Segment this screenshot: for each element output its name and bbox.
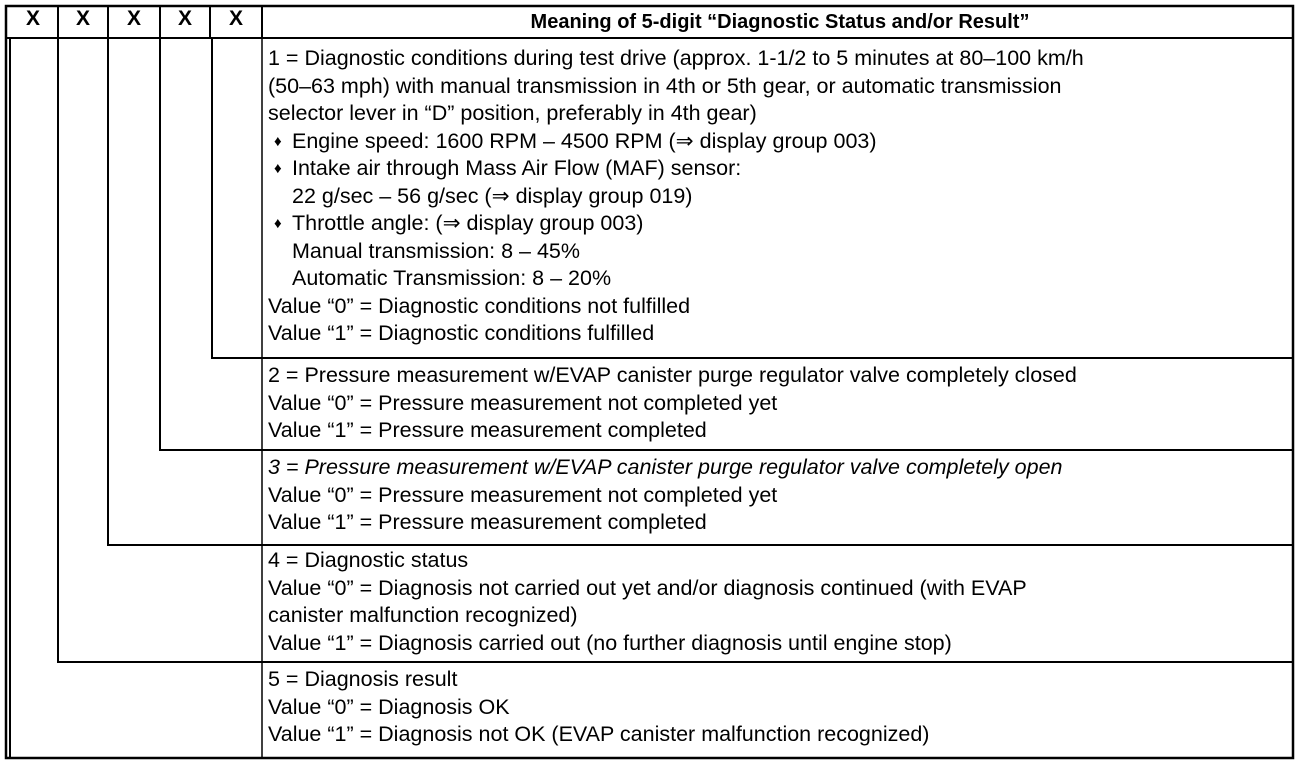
section-4-line: 4 = Diagnostic status [268, 548, 469, 572]
section-1-line: Manual transmission: 8 – 45% [292, 238, 581, 263]
section-digit-3 [268, 454, 1298, 537]
digit-header-2: X [75, 7, 90, 30]
section-3-line: Value “1” = Pressure measurement completed [268, 510, 707, 534]
digit-header-3: X [126, 7, 141, 30]
section-2-line: Value “0” = Pressure measurement not completed yet [268, 390, 778, 415]
section-1-line: selector lever in “D” position, preferably in 4th gear) [268, 101, 757, 125]
table-title: Meaning of 5-digit “Diagnostic Status and/or Result” [530, 11, 1030, 33]
digit-header-5: X [228, 7, 243, 30]
section-digit-1 [268, 45, 1298, 348]
section-1-bullet: ♦ Engine speed: 1600 RPM – 4500 RPM (⇒ display group 003) [268, 128, 1298, 156]
section-1-line: Value “1” = Diagnostic conditions fulfilled [268, 321, 655, 345]
section-1-bullet: ♦ Intake air through Mass Air Flow (MAF) sensor: [268, 155, 1298, 183]
section-5-line: 5 = Diagnosis result [268, 667, 458, 691]
digit-header-4: X [177, 7, 192, 30]
section-1-line: 22 g/sec – 56 g/sec (⇒ display group 019) [292, 183, 693, 208]
section-4-line: Value “1” = Diagnosis carried out (no further diagnosis until engine stop) [268, 630, 952, 655]
section-1-line: 1 = Diagnostic conditions during test drive (approx. 1-1/2 to 5 minutes at 80–100 km/h [268, 46, 1084, 70]
section-1-line: (50–63 mph) with manual transmission in 4th or 5th gear, or automatic transmission [268, 73, 1062, 98]
section-3-line: 3 = Pressure measurement w/EVAP canister purge regulator valve completely open [268, 455, 1063, 479]
section-digit-2 [268, 362, 1298, 445]
section-1-line: Value “0” = Diagnostic conditions not fulfilled [268, 293, 691, 318]
section-2-line: Value “1” = Pressure measurement completed [268, 418, 707, 442]
digit-header-1: X [25, 7, 40, 30]
section-1-bullet: ♦ Throttle angle: (⇒ display group 003) [268, 210, 1298, 238]
section-2-line: 2 = Pressure measurement w/EVAP canister purge regulator valve completely closed [268, 363, 1077, 387]
section-1-line: Automatic Transmission: 8 – 20% [292, 266, 612, 290]
section-3-line: Value “0” = Pressure measurement not completed yet [268, 482, 778, 507]
section-digit-5 [268, 666, 1298, 749]
section-5-line: Value “0” = Diagnosis OK [268, 694, 510, 719]
section-5-line: Value “1” = Diagnosis not OK (EVAP canister malfunction recognized) [268, 722, 930, 746]
section-digit-4 [268, 547, 1298, 657]
section-4-line: canister malfunction recognized) [268, 603, 578, 627]
section-4-line: Value “0” = Diagnosis not carried out yet and/or diagnosis continued (with EVAP [268, 575, 1027, 600]
